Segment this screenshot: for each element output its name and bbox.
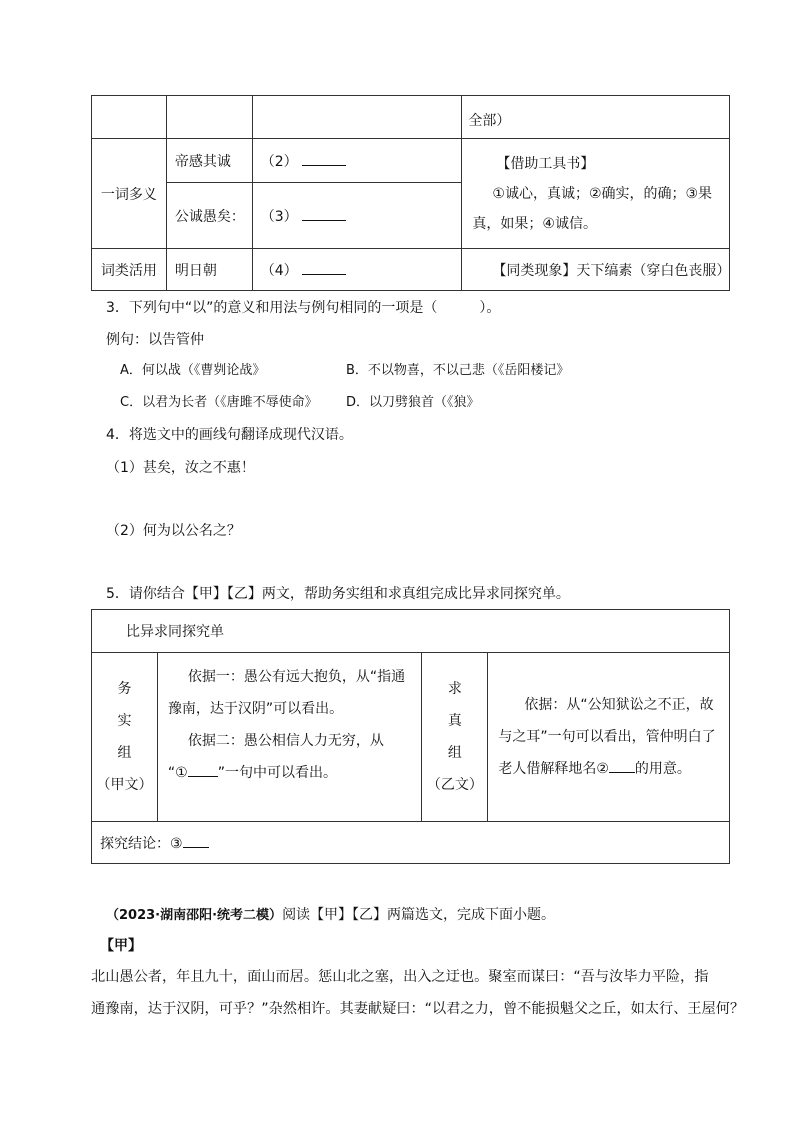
- blank-1-prefix: “①: [167, 765, 188, 781]
- table-cell: [252, 96, 462, 139]
- basis-line-blank: [498, 753, 721, 785]
- question-4-item-1: （1）甚矣，汝之不惠！: [106, 460, 255, 476]
- group-char: 真: [447, 713, 462, 729]
- basis-line: 与之耳”一句可以看出，管仲明白了: [498, 729, 716, 745]
- passage-line-1: 北山愚公者，年且九十，面山而居。惩山北之塞，出入之迂也。聚室而谋曰：“吾与汝毕力平险，指: [91, 969, 709, 985]
- conclusion-cell: [92, 822, 730, 864]
- left-group-cell: [92, 653, 158, 822]
- group-char: （乙文）: [426, 777, 483, 793]
- basis-line: 依据二：愚公相信人力无穷，从: [187, 733, 384, 749]
- passage-heading: [106, 905, 555, 926]
- word-text: 公诚愚矣：: [174, 208, 245, 225]
- table-row: [92, 653, 730, 822]
- vocab-table: [91, 95, 730, 291]
- table-cell: [166, 249, 252, 291]
- table-row: [92, 96, 730, 139]
- question-3-stem: 3．下列句中“以”的意义和用法与例句相同的一项是（ ）。: [106, 300, 501, 316]
- group-char: 务: [117, 681, 132, 697]
- note-text: 【同类现象】天下缟素（穿白色丧服）: [492, 262, 731, 279]
- table-cell: [166, 183, 252, 249]
- table-title-cell: [92, 610, 730, 653]
- answer-blank[interactable]: [302, 219, 346, 221]
- blank-2-suffix: 的用意。: [634, 761, 691, 777]
- table-cell: [92, 96, 167, 139]
- category-text: 词类活用: [100, 262, 157, 279]
- question-3-example: 例句：以告管仲: [106, 332, 204, 348]
- table-cell: [166, 96, 252, 139]
- blank-2-prefix: 老人借解释地名②: [498, 761, 609, 777]
- group-char: 组: [447, 745, 462, 761]
- table-cell: [462, 249, 730, 291]
- question-4-stem: 4．将选文中的画线句翻译成现代汉语。: [106, 427, 353, 443]
- question-4-item-2: （2）何为以公名之？: [106, 523, 241, 539]
- answer-cell[interactable]: [252, 249, 462, 291]
- right-basis-cell: [488, 653, 730, 822]
- answer-blank-2[interactable]: [609, 771, 635, 773]
- question-5-stem: 5．请你结合【甲】【乙】两文，帮助务实组和求真组完成比异求同探究单。: [106, 586, 570, 602]
- answer-blank-1[interactable]: [188, 775, 218, 777]
- answer-cell[interactable]: [252, 183, 462, 249]
- conclusion-label: 探究结论：③: [100, 835, 183, 852]
- basis-line-blank: [168, 757, 414, 789]
- table-cell: [166, 139, 252, 183]
- group-label: 一词多义: [100, 186, 157, 203]
- explore-table: [91, 609, 730, 864]
- table-cell: [462, 96, 730, 139]
- table-row: [92, 822, 730, 864]
- tool-line-2: 真，如果；④诚信。: [472, 215, 597, 232]
- cell-text: 全部）: [468, 113, 511, 129]
- option-c[interactable]: C．以君为长者（《唐雎不辱使命》: [120, 395, 318, 410]
- passage-label: 【甲】: [100, 938, 142, 954]
- passage-line-2: 通豫南，达于汉阴，可乎？”杂然相许。其妻献疑曰：“以君之力，曾不能损魁父之丘，如太行、王屋何？: [91, 1001, 745, 1017]
- option-d[interactable]: D．以刀劈狼首（《狼》: [346, 395, 480, 410]
- group-char: 实: [117, 713, 132, 729]
- option-b[interactable]: B．不以物喜，不以己悲（《岳阳楼记》: [346, 363, 570, 378]
- group-char: 求: [447, 681, 462, 697]
- answer-label: （4）: [260, 262, 298, 279]
- group-label-cell: [92, 139, 167, 249]
- answer-label: （2）: [260, 153, 298, 170]
- group-char: （甲文）: [96, 777, 153, 793]
- table-row: [92, 610, 730, 653]
- basis-line: 依据：从“公知狱讼之不正，故: [524, 697, 714, 713]
- tool-title: 【借助工具书】: [496, 155, 595, 172]
- blank-1-suffix: ”一句中可以看出。: [217, 765, 337, 781]
- word-text: 帝感其诚: [174, 153, 231, 170]
- passage-intro: 阅读【甲】【乙】两篇选文，完成下面小题。: [282, 907, 556, 923]
- tool-line-1: ①诚心，真诚；②确实，的确；③果: [492, 185, 713, 202]
- basis-line: 依据一：愚公有远大抱负，从“指通: [187, 669, 406, 685]
- answer-label: （3）: [260, 208, 298, 225]
- word-text: 明日朝: [174, 262, 217, 279]
- table-row: [92, 249, 730, 291]
- tool-book-cell: [462, 139, 730, 249]
- answer-blank[interactable]: [302, 273, 346, 275]
- answer-blank-3[interactable]: [183, 846, 209, 848]
- right-group-cell: [422, 653, 488, 822]
- passage-source: （2023·湖南邵阳·统考二模）: [106, 908, 283, 923]
- table-row: [92, 139, 730, 183]
- basis-line: 豫南，达于汉阴”可以看出。: [167, 701, 344, 717]
- option-a[interactable]: A．何以战（《曹刿论战》: [120, 363, 266, 378]
- group-char: 组: [117, 745, 132, 761]
- answer-blank[interactable]: [302, 164, 346, 166]
- answer-cell[interactable]: [252, 139, 462, 183]
- table-cell: [92, 249, 167, 291]
- left-basis-cell: [157, 653, 422, 822]
- table-title: 比异求同探究单: [126, 624, 224, 640]
